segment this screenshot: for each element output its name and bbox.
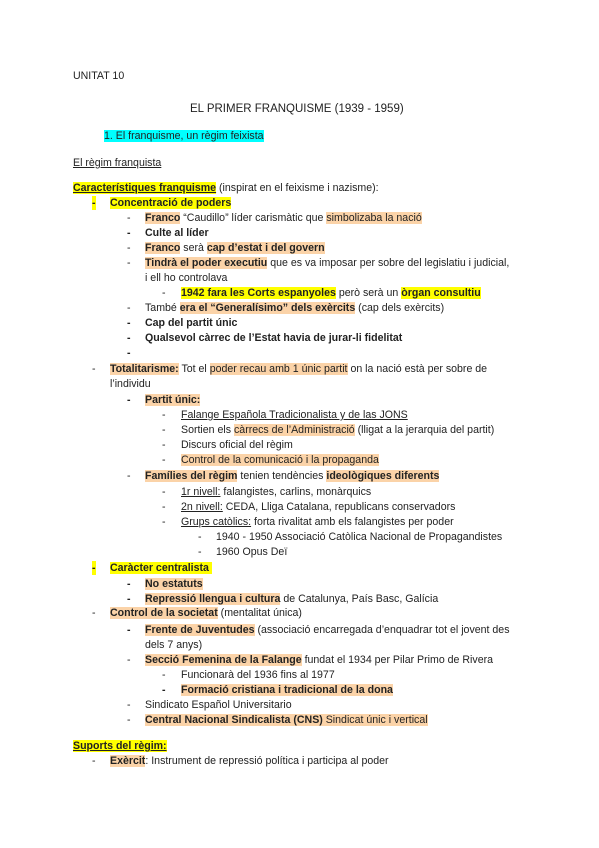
item-bold: Franco	[145, 242, 181, 254]
list-item	[181, 515, 454, 529]
bullet-dash: -	[162, 424, 166, 436]
item-highlight: poder recau amb 1 únic partit	[209, 363, 348, 375]
item-highlight: òrgan consultiu	[401, 287, 481, 299]
list-item	[181, 683, 393, 697]
centralist-heading	[110, 561, 212, 575]
item-bold: Control de la societat	[110, 607, 218, 619]
bullet-dash: -	[162, 669, 166, 681]
list-item-continuation: dels 7 anys)	[145, 639, 203, 651]
list-item	[145, 256, 509, 270]
characteristics-label: Característiques franquisme	[73, 182, 217, 194]
item-bold: Secció Femenina de la Falange	[145, 654, 302, 666]
bullet-dash: -	[162, 454, 166, 466]
item-highlight: No estatuts	[145, 578, 203, 590]
item-text: CEDA, Lliga Catalana, republicans conservadors	[222, 501, 456, 513]
bullet-dash: -	[92, 755, 96, 767]
section-heading	[104, 129, 264, 143]
bullet-dash: -	[198, 546, 202, 558]
item-text: serà	[180, 242, 207, 254]
item-highlight: Formació cristiana i tradicional de la dona	[181, 684, 393, 696]
list-item	[145, 469, 439, 483]
list-item	[145, 713, 428, 727]
item-text: que es va imposar per sobre del legislatiu i judicial,	[267, 257, 510, 269]
bullet-dash: -	[92, 363, 96, 375]
list-item: Sindicato Español Universitario	[145, 699, 292, 711]
single-party-heading	[145, 393, 200, 407]
list-item: Funcionarà del 1936 fins al 1977	[181, 669, 335, 681]
item-text: (lligat a la jerarquia del partit)	[354, 424, 495, 436]
item-label: 2n nivell:	[181, 501, 223, 513]
item-text: fundat el 1934 per Pilar Primo de Rivera	[301, 654, 494, 666]
item-highlight: Sindicat únic i vertical	[322, 714, 428, 726]
bullet-dash: -	[127, 242, 131, 254]
bullet-dash: -	[162, 501, 166, 513]
item-bold: Frente de Juventudes	[145, 624, 255, 636]
item-text: tenien tendències	[237, 470, 327, 482]
list-item: Qualsevol càrrec de l’Estat havia de jurar-li fidelitat	[145, 332, 403, 344]
item-bold: Repressió llengua i cultura	[145, 593, 281, 605]
item-text: forta rivalitat amb els falangistes per poder	[251, 516, 454, 528]
bullet-dash: -	[127, 212, 131, 224]
item-label: Grups catòlics:	[181, 516, 252, 528]
list-item	[145, 592, 438, 606]
bullet-dash: -	[127, 593, 131, 605]
item-bold: 1942 fara les Corts espanyoles	[181, 287, 336, 299]
item-highlight: cap d’estat i del govern	[206, 242, 325, 254]
item-highlight: Partit únic:	[145, 394, 201, 406]
list-item	[181, 423, 494, 437]
society-control-heading	[110, 606, 302, 620]
bullet-dash: -	[127, 470, 131, 482]
characteristics-heading	[73, 181, 379, 195]
item-bold: Famílies del règim	[145, 470, 238, 482]
list-item	[145, 577, 203, 591]
subtitle: El règim franquista	[73, 157, 162, 169]
bullet-dash: -	[162, 684, 166, 696]
bullet-dash: -	[162, 287, 166, 299]
section-heading-text: 1. El franquisme, un règim feixista	[104, 130, 264, 142]
unit-label: UNITAT 10	[73, 70, 125, 82]
bullet-dash: -	[127, 257, 131, 269]
list-item: Discurs oficial del règim	[181, 439, 293, 451]
item-text: (mentalitat única)	[217, 607, 302, 619]
list-item	[181, 485, 371, 499]
bullet-dash: -	[127, 394, 131, 406]
bullet-dash: -	[198, 531, 202, 543]
list-item: 1940 - 1950 Associació Catòlica Nacional de Propagandistes	[216, 531, 503, 543]
list-item-continuation: i ell ho controlava	[145, 272, 228, 284]
item-text: (associació encarregada d’enquadrar tot el jovent des	[254, 624, 510, 636]
totalitarianism-line	[110, 362, 487, 376]
bullet-dash: -	[92, 197, 96, 209]
item-bold: Central Nacional Sindicalista (CNS)	[145, 714, 323, 726]
item-label: 1r nivell:	[181, 486, 221, 498]
bullet-dash: -	[127, 578, 131, 590]
bullet-dash: -	[127, 624, 131, 636]
page-title: EL PRIMER FRANQUISME (1939 - 1959)	[190, 103, 404, 115]
bullet-dash: -	[127, 347, 131, 359]
list-item-continuation: l’individu	[110, 378, 151, 390]
bullet-dash: -	[162, 516, 166, 528]
item-text: on la nació està per sobre de	[347, 363, 488, 375]
list-item	[145, 653, 493, 667]
item-bold: Totalitarisme:	[110, 363, 179, 375]
bullet-dash: -	[127, 714, 131, 726]
bullet-dash: -	[162, 486, 166, 498]
bullet-dash: -	[162, 439, 166, 451]
item-highlight: simbolizaba la nació	[326, 212, 422, 224]
item-text: però serà un	[335, 287, 402, 299]
item-text: “Caudillo” líder carismàtic que	[180, 212, 327, 224]
bullet-dash: -	[127, 699, 131, 711]
bullet-dash: -	[127, 302, 131, 314]
list-item	[181, 500, 455, 514]
item-bold: Tindrà el poder executiu	[145, 257, 268, 269]
bullet-dash: -	[92, 607, 96, 619]
item-bold: Franco	[145, 212, 181, 224]
bullet-dash: -	[127, 317, 131, 329]
bullet-dash: -	[127, 332, 131, 344]
item-text: Sortien els	[181, 424, 234, 436]
item-bold: era el “Generalísimo” dels exèrcits	[179, 302, 356, 314]
list-item	[145, 241, 325, 255]
concentration-heading	[110, 196, 231, 210]
list-item: Culte al líder	[145, 227, 209, 239]
characteristics-note: (inspirat en el feixisme i nazisme):	[216, 182, 379, 194]
bullet-dash: -	[92, 562, 96, 574]
item-text: També	[145, 302, 180, 314]
bullet-dash: -	[127, 654, 131, 666]
bullet-dash: -	[162, 409, 166, 421]
list-item	[181, 453, 379, 467]
list-item	[145, 301, 444, 315]
item-text: de Catalunya, País Basc, Galícia	[280, 593, 439, 605]
list-item	[145, 623, 510, 637]
list-item	[110, 754, 389, 768]
item-bold: Exèrcit	[110, 755, 146, 767]
item-highlight: Caràcter centralista	[110, 562, 209, 574]
list-item	[181, 286, 481, 300]
item-highlight: Suports del règim:	[73, 740, 167, 752]
item-text: Tot el	[178, 363, 210, 375]
list-item: 1960 Opus Deï	[216, 546, 288, 558]
item-text: (cap dels exèrcits)	[355, 302, 445, 314]
bullet-dash: -	[127, 227, 131, 239]
item-highlight: càrrecs de l’Administració	[234, 424, 355, 436]
list-item: Falange Española Tradicionalista y de las JONS	[181, 409, 408, 421]
item-highlight: ideològiques diferents	[326, 470, 440, 482]
item-text: : Instrument de repressió política i participa al poder	[145, 755, 389, 767]
item-highlight: Control de la comunicació i la propaganda	[181, 454, 379, 466]
concentration-text: Concentració de poders	[110, 197, 232, 209]
supports-heading	[73, 739, 167, 753]
list-item	[145, 211, 422, 225]
list-item: Cap del partit únic	[145, 317, 238, 329]
item-text: falangistes, carlins, monàrquics	[220, 486, 372, 498]
